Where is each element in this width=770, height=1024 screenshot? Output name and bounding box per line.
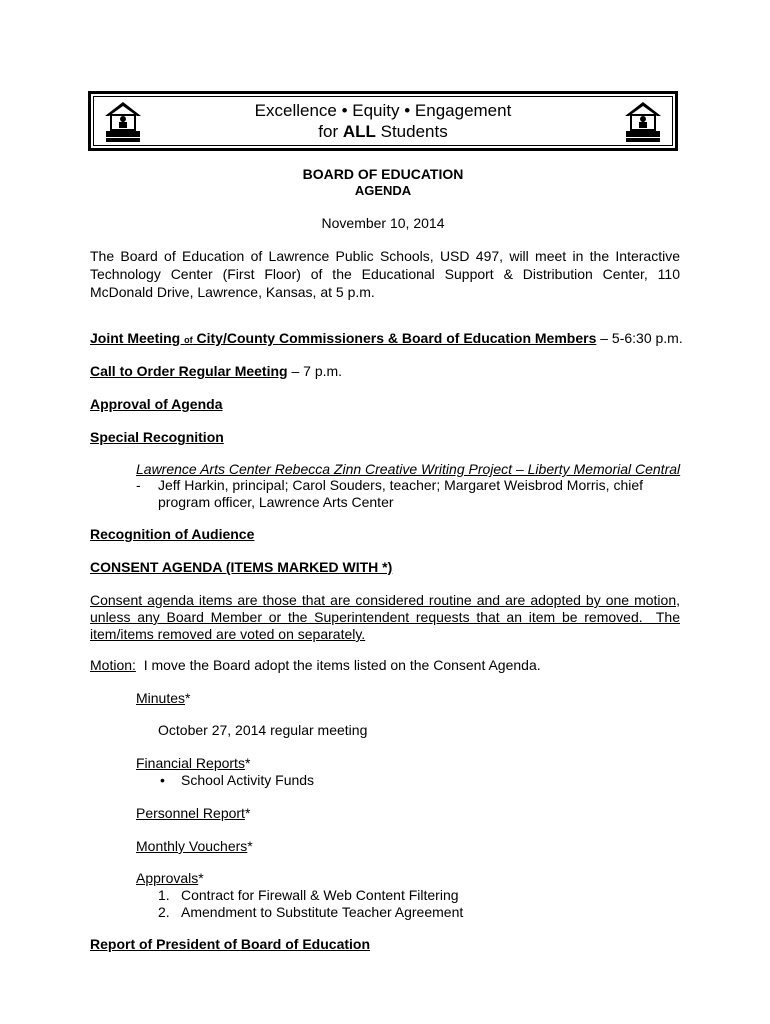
monthly-vouchers-item: Monthly Vouchers* [136,838,253,854]
minutes-item: Minutes* [136,690,191,706]
lawrence-logo-icon [623,100,663,144]
approval-number-1: 1. [158,887,170,903]
approvals-item: Approvals* [136,870,204,886]
special-recognition-item: Special Recognition [90,429,224,445]
president-report-item: Report of President of Board of Education [90,936,371,952]
page-subtitle: AGENDA [354,183,412,198]
approval-detail-1: Contract for Firewall & Web Content Filtering [181,887,459,903]
financial-reports-item: Financial Reports* [136,755,251,771]
financial-reports-detail: School Activity Funds [181,772,315,788]
approval-number-2: 2. [158,904,170,920]
special-recognition-dash: - [136,477,141,493]
page-title: BOARD OF EDUCATION [302,166,464,182]
recognition-of-audience-item: Recognition of Audience [90,526,255,542]
approval-of-agenda-item: Approval of Agenda [90,396,223,412]
intro-paragraph: The Board of Education of Lawrence Public Schools, USD 497, will meet in the Interactive Technology Center (First Floor) of the Educational Support & Distribution Center, 110 McDonald Drive, Lawrence, Kansas, at 5 p.m. [90,248,680,300]
motto-line-2: for ALL Students [318,122,448,141]
consent-agenda-paragraph: Consent agenda items are those that are considered routine and are adopted by one motion, unless any Board Member or the Superintendent requests that an item be removed. The item/items removed are voted on separately. [90,592,680,642]
joint-meeting-item: Joint Meeting of City/County Commissioners & Board of Education Members – 5-6:30 p.m. [90,330,683,346]
personnel-report-item: Personnel Report* [136,805,251,821]
consent-agenda-heading: CONSENT AGENDA (ITEMS MARKED WITH *) [90,559,393,575]
meeting-date: November 10, 2014 [321,215,445,231]
call-to-order-item: Call to Order Regular Meeting – 7 p.m. [90,363,343,379]
motion-line: Motion: I move the Board adopt the items listed on the Consent Agenda. [90,657,541,673]
motto-line-1: Excellence • Equity • Engagement [254,101,512,120]
special-recognition-title: Lawrence Arts Center Rebecca Zinn Creative Writing Project – Liberty Memorial Central [136,461,681,477]
header-banner [88,91,678,151]
motto [91,100,675,142]
minutes-detail: October 27, 2014 regular meeting [158,722,368,738]
special-recognition-people-1: Jeff Harkin, principal; Carol Souders, teacher; Margaret Weisbrod Morris, chief [158,477,644,493]
financial-reports-bullet: • [160,772,165,788]
approval-detail-2: Amendment to Substitute Teacher Agreement [181,904,464,920]
special-recognition-people-2: program officer, Lawrence Arts Center [158,494,394,510]
